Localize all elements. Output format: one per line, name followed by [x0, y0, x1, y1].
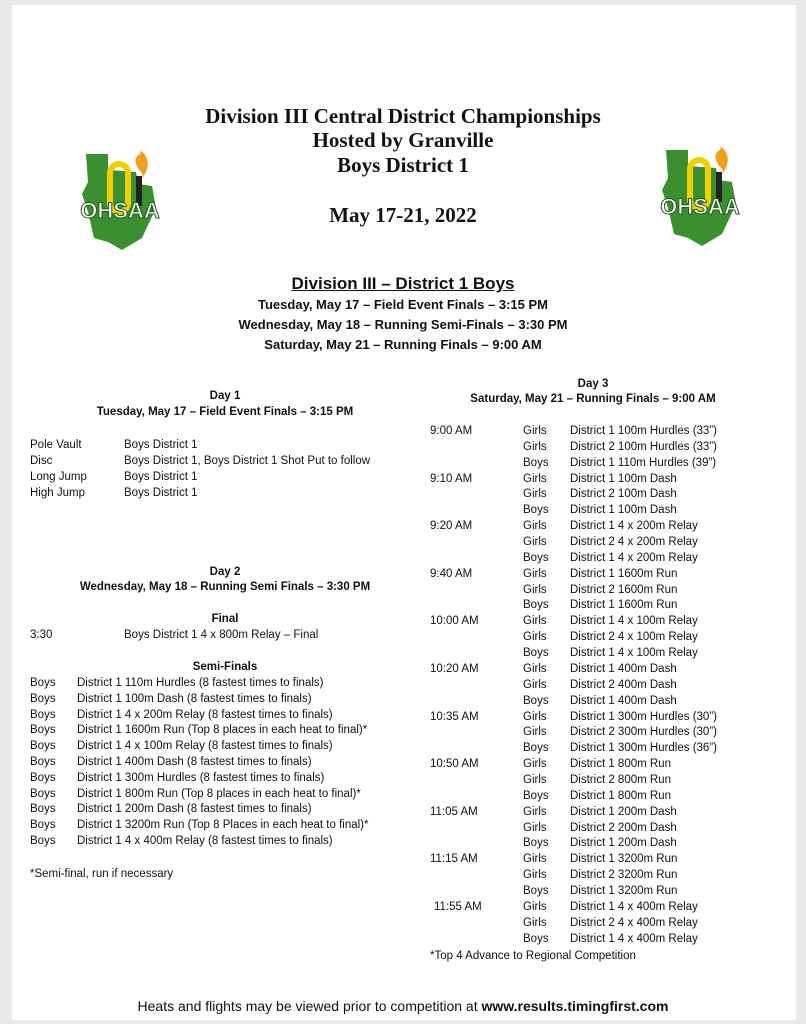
semi-event-description: District 1 4 x 200m Relay (8 fastest times to finals) [77, 708, 333, 721]
field-event-description: Boys District 1 [124, 439, 198, 451]
day3-title: Day 3 [577, 378, 609, 390]
final-gender: Girls [523, 805, 547, 818]
final-event-description: District 1 100m Dash [570, 504, 677, 517]
final-gender: Boys [523, 742, 549, 755]
title-line-1: Division III Central District Championships [205, 104, 601, 128]
final-event-description: District 1 1600m Run [570, 567, 678, 580]
final-gender: Boys [523, 694, 549, 707]
title-line-2: Hosted by Granville [312, 128, 494, 152]
final-event-description: District 1 400m Dash [570, 694, 677, 707]
final-time-slot: 9:20 AM [430, 520, 473, 533]
final-event-description: District 1 4 x 200m Relay [570, 551, 698, 564]
final-time-slot: 9:10 AM [430, 472, 473, 485]
final-gender: Girls [523, 583, 547, 596]
field-event-description: Boys District 1 [124, 487, 198, 499]
semi-event-description: District 1 100m Dash (8 fastest times to finals) [77, 692, 312, 705]
semi-event-description: District 1 400m Dash (8 fastest times to finals) [77, 756, 312, 768]
final-event-description: District 1 200m Dash [570, 805, 677, 818]
semi-gender: Boys [30, 677, 56, 689]
final-gender: Girls [523, 678, 547, 691]
final-event-description: District 2 200m Dash [570, 821, 677, 834]
final-time-slot: 10:50 AM [430, 758, 479, 771]
final-event-description: District 1 4 x 200m Relay [570, 520, 698, 533]
day1-subtitle: Tuesday, May 17 – Field Event Finals – 3:15 PM [96, 406, 354, 418]
final-event-description: District 1 4 x 400m Relay [570, 932, 698, 945]
final-gender: Boys [523, 932, 549, 945]
final-event-description: District 1 4 x 400m Relay [570, 901, 698, 913]
footer-text: Heats and flights may be viewed prior to competition at [137, 998, 482, 1014]
final-gender: Girls [523, 774, 547, 786]
final-event-description: District 1 300m Hurdles (30”) [570, 710, 717, 723]
field-event-description: Boys District 1 [124, 471, 198, 483]
semis-footnote: *Semi-final, run if necessary [30, 868, 174, 880]
day3-footnote: *Top 4 Advance to Regional Competition [430, 950, 636, 962]
final-event-description: District 2 4 x 400m Relay [570, 916, 698, 929]
final-event-description: District 1 100m Dash [570, 472, 677, 485]
final-event-description: District 2 100m Dash [570, 488, 677, 501]
schedule-line-1: Tuesday, May 17 – Field Event Finals – 3:15 PM [258, 297, 548, 312]
semi-gender: Boys [30, 819, 56, 832]
final-event-description: District 2 4 x 200m Relay [570, 536, 698, 548]
final-time-slot: 11:05 AM [430, 805, 478, 818]
schedule-line-2: Wednesday, May 18 – Running Semi-Finals – 3:30 PM [238, 317, 568, 332]
final-time-slot: 9:40 AM [430, 567, 473, 580]
final-gender: Girls [523, 916, 547, 929]
final-gender: Boys [523, 647, 549, 659]
final-event-description: District 1 3200m Run [570, 885, 678, 897]
final-gender: Girls [523, 615, 547, 628]
final-event-description: District 1 400m Dash [570, 663, 677, 675]
final-gender: Boys [523, 837, 549, 850]
semi-event-description: District 1 800m Run (Top 8 places in each heat to final)* [77, 787, 361, 800]
title-line-3: Boys District 1 [337, 153, 469, 177]
semi-event-description: District 1 110m Hurdles (8 fastest times to finals) [77, 677, 324, 689]
semi-gender: Boys [30, 724, 56, 737]
final-gender: Girls [523, 853, 547, 866]
final-gender: Girls [523, 536, 547, 548]
final-gender: Girls [523, 663, 547, 675]
final-gender: Boys [523, 599, 549, 612]
field-event-name: Long Jump [30, 471, 87, 483]
final-event-description: District 1 4 x 100m Relay [570, 647, 698, 659]
semi-gender: Boys [30, 835, 56, 847]
final-description: Boys District 1 4 x 800m Relay – Final [124, 629, 319, 641]
final-gender: Girls [523, 488, 547, 501]
field-event-name: Disc [30, 455, 53, 467]
semi-event-description: District 1 4 x 100m Relay (8 fastest times to finals) [77, 740, 333, 753]
final-event-description: District 2 3200m Run [570, 869, 678, 882]
final-event-description: District 1 110m Hurdles (39”) [570, 456, 717, 469]
semi-gender: Boys [30, 756, 56, 768]
semi-event-description: District 1 1600m Run (Top 8 places in each heat to final)* [77, 724, 368, 737]
final-gender: Girls [523, 710, 547, 723]
final-gender: Girls [523, 425, 547, 437]
final-gender: Boys [523, 551, 549, 564]
results-link[interactable]: www.results.timingfirst.com [481, 998, 669, 1014]
final-event-description: District 2 800m Run [570, 774, 671, 786]
final-time: 3:30 [30, 629, 53, 641]
day2-title: Day 2 [209, 566, 241, 578]
final-heading: Final [211, 613, 239, 625]
final-gender: Girls [523, 869, 547, 882]
final-gender: Girls [523, 758, 547, 771]
final-event-description: District 1 3200m Run [570, 853, 678, 866]
final-event-description: District 1 1600m Run [570, 599, 678, 612]
field-event-name: High Jump [30, 487, 85, 499]
final-gender: Girls [523, 726, 547, 739]
final-time-slot: 11:15 AM [430, 853, 478, 866]
day3-subtitle: Saturday, May 21 – Running Finals – 9:00 AM [470, 393, 716, 405]
logo-text-left: OHSAA [80, 198, 160, 223]
final-time-slot: 10:35 AM [430, 710, 479, 723]
logo-text-right: OHSAA [660, 194, 740, 219]
final-event-description: District 2 4 x 100m Relay [570, 631, 698, 644]
final-gender: Girls [523, 520, 547, 533]
final-event-description: District 2 100m Hurdles (33”) [570, 440, 717, 453]
final-time-slot: 10:00 AM [430, 615, 479, 628]
final-gender: Girls [523, 472, 547, 485]
final-gender: Boys [523, 789, 549, 802]
final-event-description: District 1 300m Hurdles (36”) [570, 742, 717, 755]
semis-heading: Semi-Finals [192, 661, 258, 673]
schedule-line-3: Saturday, May 21 – Running Finals – 9:00 AM [264, 337, 542, 352]
section-title: Division III – District 1 Boys [291, 274, 515, 293]
final-event-description: District 1 800m Run [570, 789, 671, 802]
semi-gender: Boys [30, 692, 56, 705]
final-gender: Girls [523, 821, 547, 834]
semi-event-description: District 1 300m Hurdles (8 fastest times to finals) [77, 771, 325, 784]
semi-gender: Boys [30, 740, 56, 753]
semi-gender: Boys [30, 708, 56, 721]
semi-gender: Boys [30, 803, 56, 816]
final-gender: Boys [523, 504, 549, 517]
day2-subtitle: Wednesday, May 18 – Running Semi Finals – 3:30 PM [79, 581, 371, 593]
final-event-description: District 1 800m Run [570, 758, 671, 771]
final-time-slot: 10:20 AM [430, 663, 479, 675]
final-gender: Boys [523, 885, 549, 897]
final-event-description: District 1 100m Hurdles (33”) [570, 425, 717, 437]
final-event-description: District 1 200m Dash [570, 837, 677, 850]
day1-title: Day 1 [209, 390, 241, 402]
field-event-name: Pole Vault [30, 439, 82, 451]
final-event-description: District 2 1600m Run [570, 583, 678, 596]
footer-note [0, 997, 806, 1015]
semi-event-description: District 1 3200m Run (Top 8 Places in each heat to final)* [77, 819, 369, 832]
field-event-description: Boys District 1, Boys District 1 Shot Put to follow [124, 455, 371, 467]
semi-event-description: District 1 200m Dash (8 fastest times to finals) [77, 803, 312, 816]
final-event-description: District 2 400m Dash [570, 678, 677, 691]
final-event-description: District 2 300m Hurdles (30”) [570, 726, 717, 739]
final-gender: Girls [523, 440, 547, 453]
final-event-description: District 1 4 x 100m Relay [570, 615, 698, 628]
final-time-slot: 11:55 AM [434, 901, 482, 913]
semi-gender: Boys [30, 787, 56, 800]
semi-gender: Boys [30, 771, 56, 784]
final-gender: Girls [523, 631, 547, 644]
final-gender: Boys [523, 456, 549, 469]
final-gender: Girls [523, 567, 547, 580]
event-dates: May 17-21, 2022 [329, 203, 477, 227]
final-time-slot: 9:00 AM [430, 425, 473, 437]
final-gender: Girls [523, 901, 547, 913]
semi-event-description: District 1 4 x 400m Relay (8 fastest times to finals) [77, 835, 333, 847]
